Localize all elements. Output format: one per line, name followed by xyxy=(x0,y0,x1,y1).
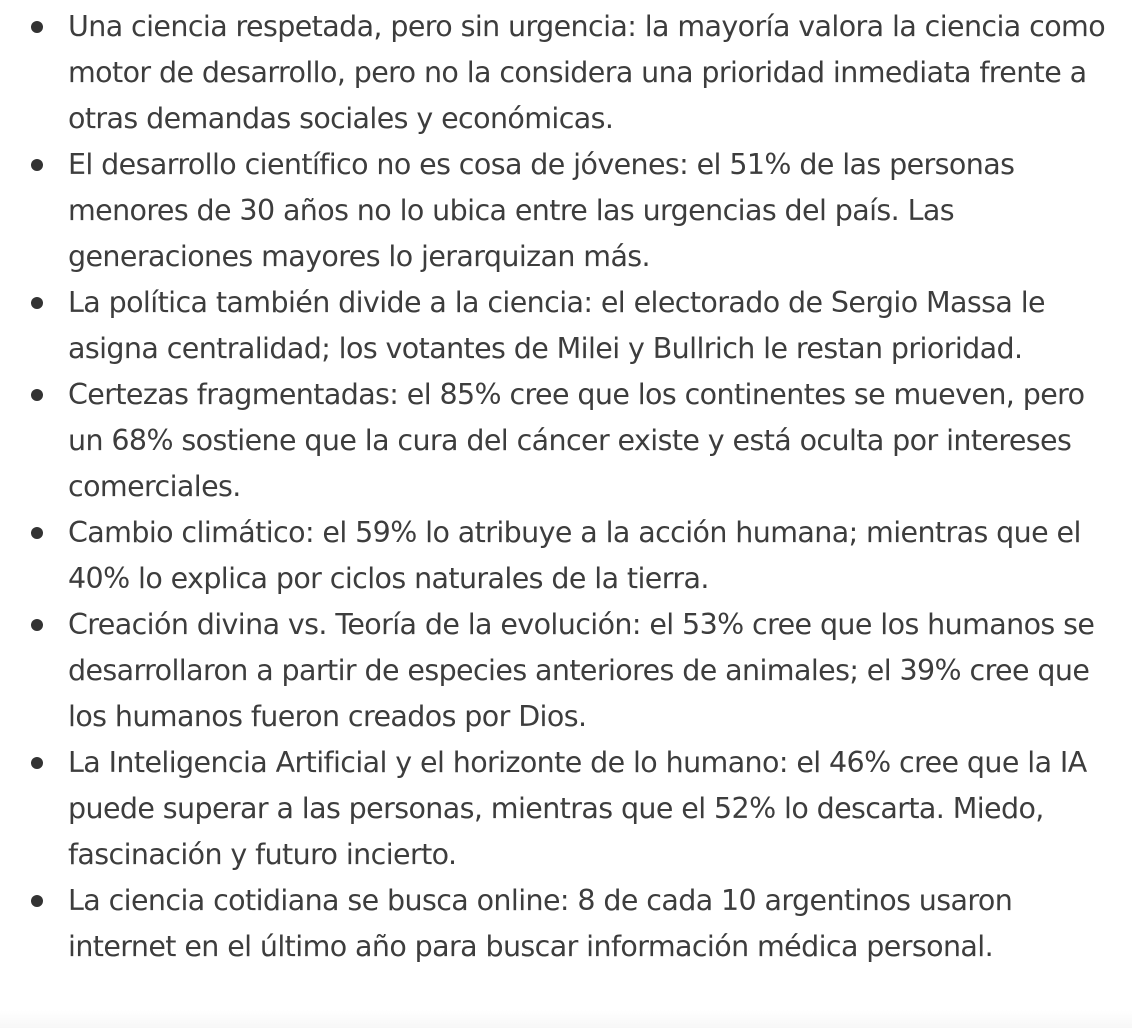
bullet-icon xyxy=(31,389,43,401)
list-item-text: La ciencia cotidiana se busca online: 8 de cada 10 argentinos usaron internet en el último año para buscar información médica personal. xyxy=(68,884,1013,963)
list-item-text: La política también divide a la ciencia: el electorado de Sergio Massa le asigna centralidad; los votantes de Milei y Bullrich le restan prioridad. xyxy=(68,286,1045,365)
bullet-icon xyxy=(31,159,43,171)
list-item-text: Cambio climático: el 59% lo atribuye a la acción humana; mientras que el 40% lo explica por ciclos naturales de la tierra. xyxy=(68,516,1081,595)
bullet-icon xyxy=(31,527,43,539)
bullet-icon xyxy=(31,895,43,907)
list-item xyxy=(0,510,1108,602)
bullet-icon xyxy=(31,757,43,769)
list-item-text: El desarrollo científico no es cosa de jóvenes: el 51% de las personas menores de 30 años no lo ubica entre las urgencias del país. Las generaciones mayores lo jerarquizan más. xyxy=(68,148,1015,273)
list-item-text: Creación divina vs. Teoría de la evolución: el 53% cree que los humanos se desarrollaron a partir de especies anteriores de animales; el 39% cree que los humanos fueron creados por Dios. xyxy=(68,608,1095,733)
bullet-icon xyxy=(31,619,43,631)
list-item xyxy=(0,740,1108,878)
bullet-list xyxy=(0,4,1108,970)
list-item-text: Certezas fragmentadas: el 85% cree que los continentes se mueven, pero un 68% sostiene que la cura del cáncer existe y está oculta por intereses comerciales. xyxy=(68,378,1085,503)
list-item xyxy=(0,878,1108,970)
list-item-text: La Inteligencia Artificial y el horizonte de lo humano: el 46% cree que la IA puede superar a las personas, mientras que el 52% lo descarta. Miedo, fascinación y futuro incierto. xyxy=(68,746,1087,871)
list-item xyxy=(0,280,1108,372)
bullet-icon xyxy=(31,21,43,33)
list-item-text: Una ciencia respetada, pero sin urgencia: la mayoría valora la ciencia como motor de desarrollo, pero no la considera una prioridad inmediata frente a otras demandas sociales y económicas. xyxy=(68,10,1106,135)
list-item xyxy=(0,4,1108,142)
bullet-icon xyxy=(31,297,43,309)
list-item xyxy=(0,602,1108,740)
list-item xyxy=(0,142,1108,280)
list-item xyxy=(0,372,1108,510)
